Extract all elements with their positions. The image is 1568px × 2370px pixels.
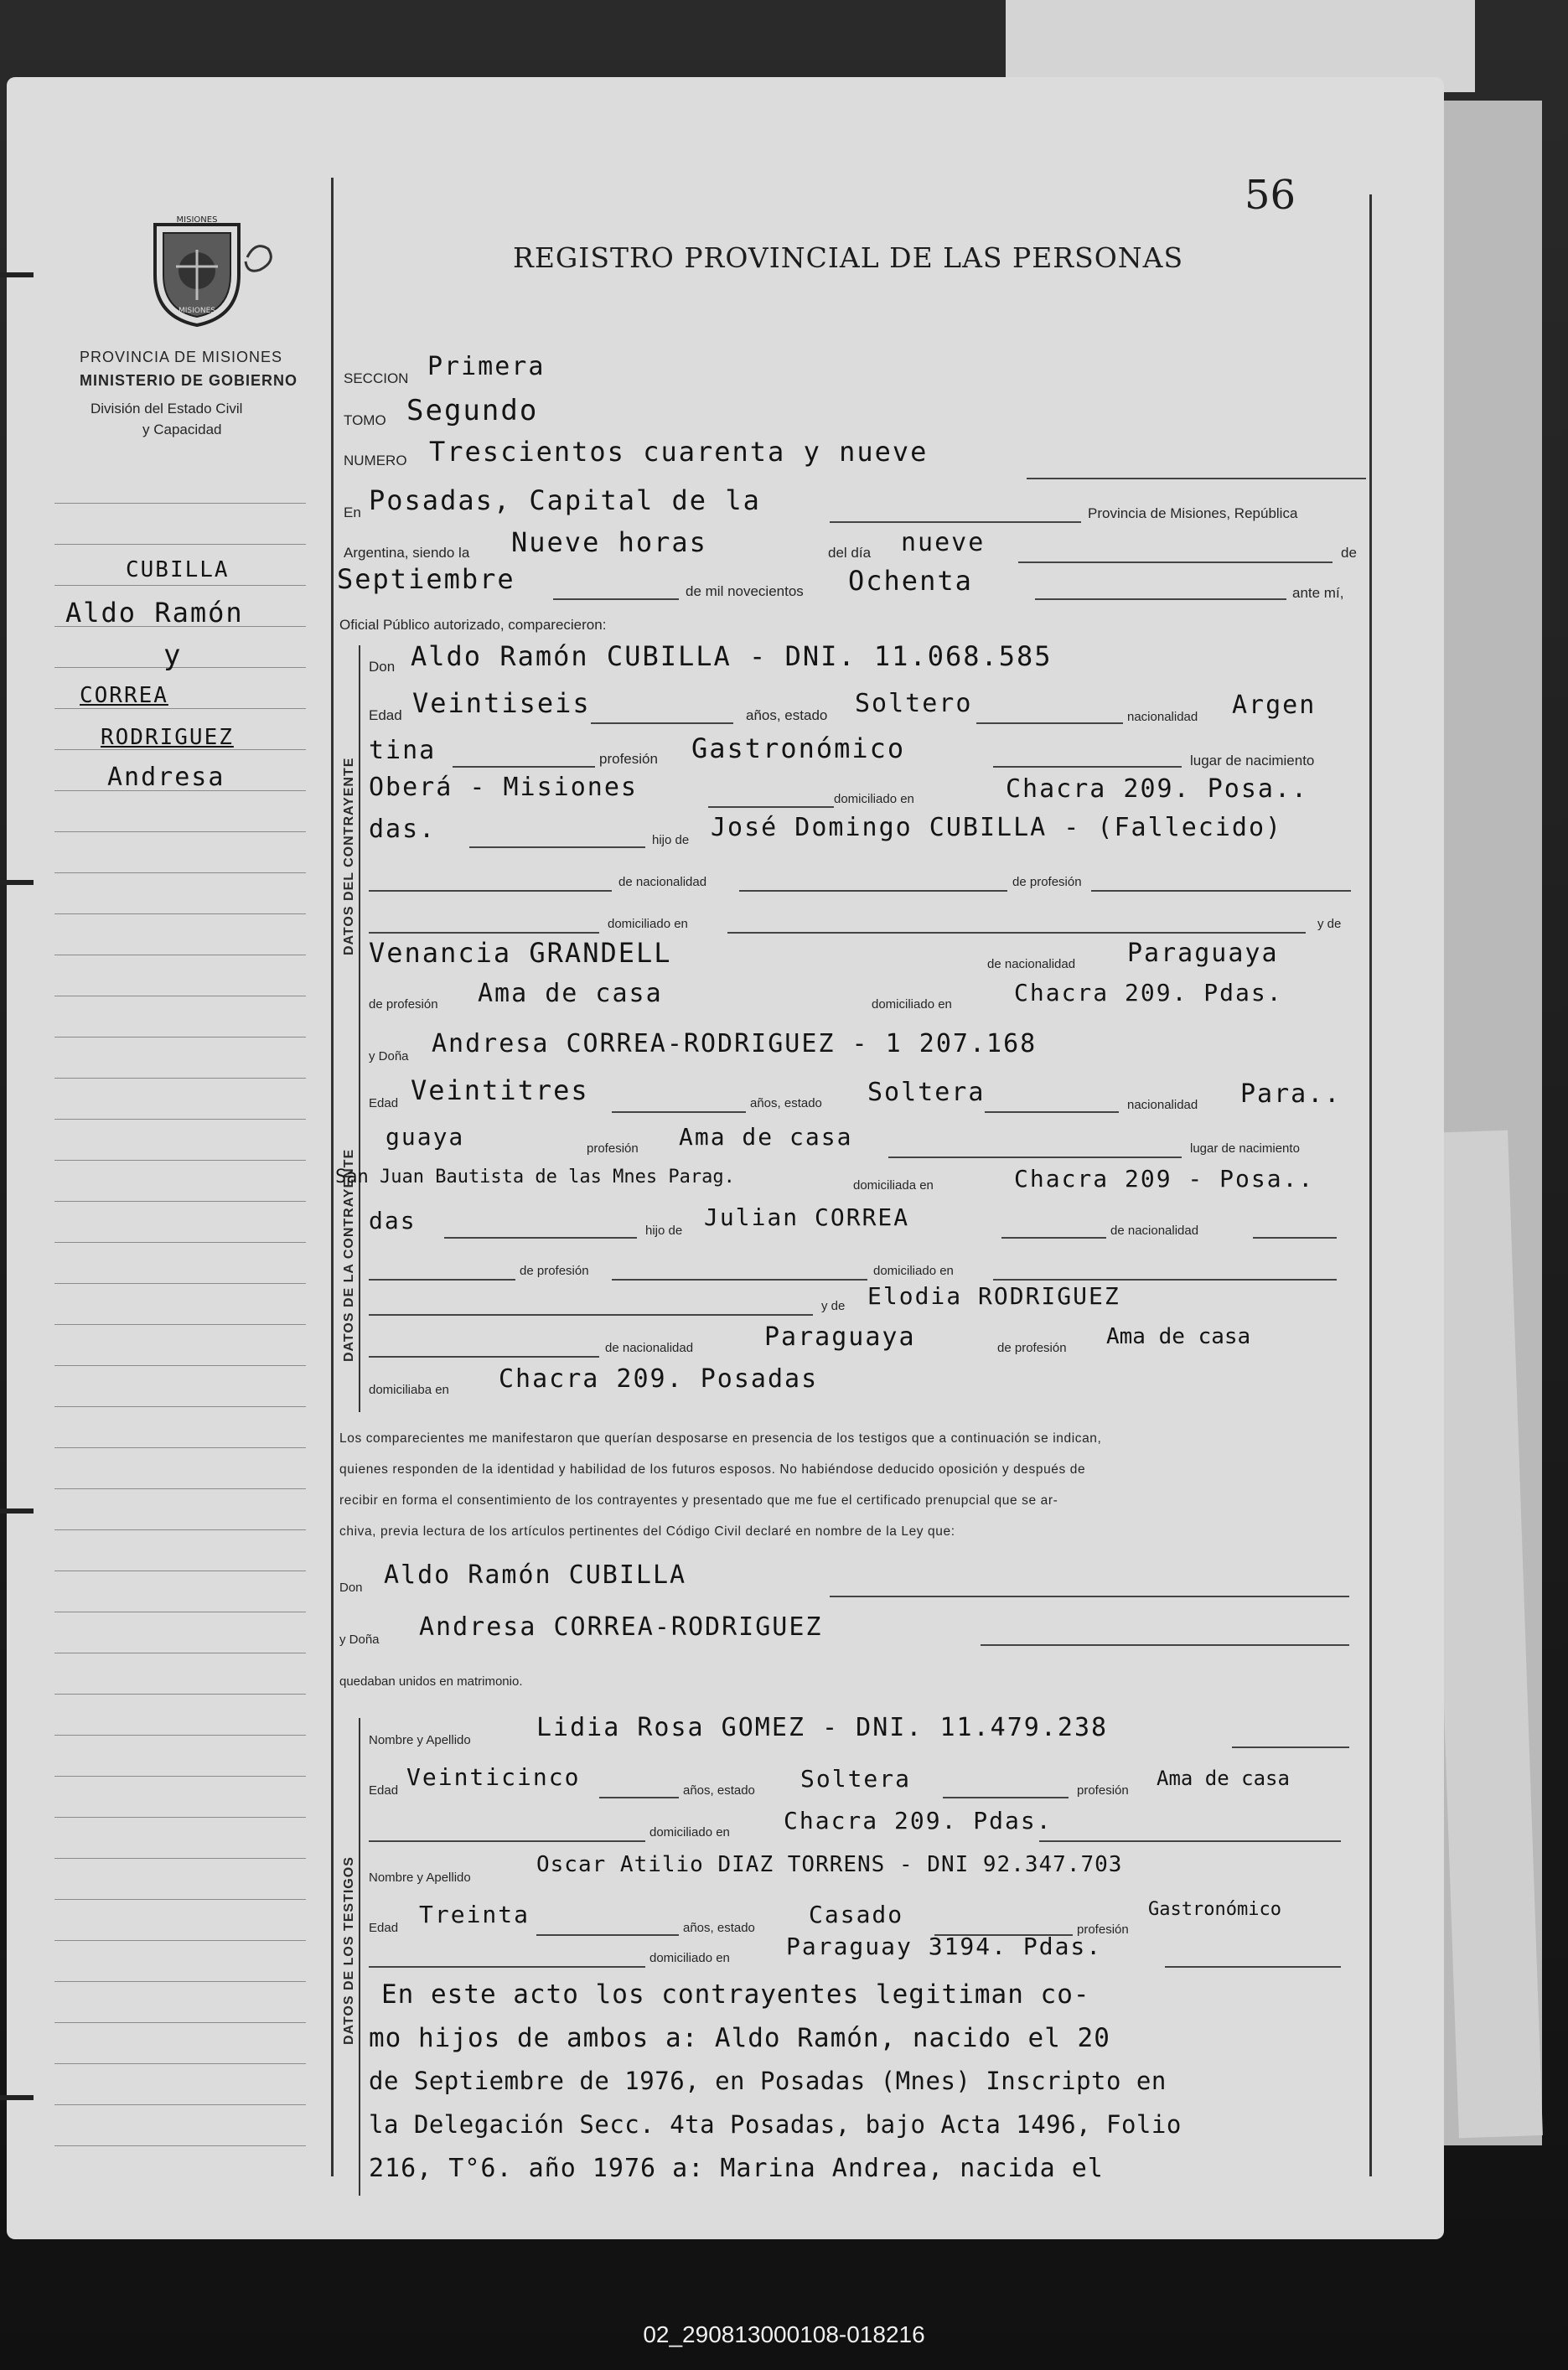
label-de-mil: de mil novecientos <box>686 583 804 599</box>
ruling-line <box>54 1940 306 1941</box>
label-lugar-nacimiento-2: lugar de nacimiento <box>1190 1141 1300 1156</box>
fill-line <box>888 1157 1182 1158</box>
value-seccion: Primera <box>427 352 546 381</box>
binding-mark <box>0 880 34 885</box>
fill-line <box>985 1111 1119 1113</box>
witness1-address: Chacra 209. Pdas. <box>784 1807 1053 1834</box>
fill-line <box>369 1966 645 1968</box>
label-tomo: TOMO <box>344 412 386 428</box>
groom-nationality-1: Argen <box>1232 691 1317 720</box>
groom-age: Veintiseis <box>412 687 591 719</box>
ruling-line <box>54 913 306 914</box>
label-edad-2: Edad <box>369 1096 399 1110</box>
fill-line <box>1018 561 1333 563</box>
ruling-line <box>54 1242 306 1243</box>
label-domiciliado-5: domiciliado en <box>649 1825 730 1840</box>
bride-status: Soltera <box>867 1078 986 1107</box>
fill-line <box>453 766 595 768</box>
page-number: 56 <box>1245 172 1296 219</box>
seal-bottom-text: MISIONES <box>178 307 216 315</box>
ruling-line <box>54 585 306 586</box>
witness1-profession: Ama de casa <box>1157 1767 1290 1790</box>
value-dia: nueve <box>901 528 986 557</box>
fill-line <box>1027 478 1366 479</box>
label-de-nacionalidad: de nacionalidad <box>618 875 707 889</box>
label-don: Don <box>369 659 396 675</box>
fill-line <box>943 1797 1069 1798</box>
fill-line <box>369 1314 813 1316</box>
label-estado-4: años, estado <box>683 1921 755 1935</box>
groom-profession: Gastronómico <box>691 732 906 764</box>
label-don-2: Don <box>339 1581 363 1595</box>
bride-age: Veintitres <box>411 1074 589 1106</box>
groom-father: José Domingo CUBILLA - (Fallecido) <box>711 813 1283 842</box>
ruling-line <box>54 1119 306 1120</box>
label-de-profesion: de profesión <box>1012 875 1082 889</box>
label-de-nacionalidad-4: de nacionalidad <box>605 1341 694 1355</box>
page-title: REGISTRO PROVINCIAL DE LAS PERSONAS <box>513 241 1184 274</box>
witness1-status: Soltera <box>800 1765 912 1793</box>
ministry-line-4: y Capacidad <box>142 422 222 437</box>
value-hora: Nueve horas <box>511 526 707 558</box>
ruling-line <box>54 544 306 545</box>
groom-mother-nationality: Paraguaya <box>1127 939 1279 968</box>
label-profesion-3: profesión <box>1077 1783 1129 1798</box>
fill-line <box>553 598 679 600</box>
label-edad: Edad <box>369 707 402 723</box>
binding-mark <box>0 2095 34 2100</box>
ruling-line <box>54 1324 306 1325</box>
ruling-line <box>54 1201 306 1202</box>
label-y-dona-2: y Doña <box>339 1633 380 1647</box>
fill-line <box>1253 1237 1337 1239</box>
bride-address: Chacra 209 - Posa.. <box>1014 1165 1315 1193</box>
label-de-1: de <box>1341 545 1357 561</box>
label-nacionalidad: nacionalidad <box>1127 710 1198 724</box>
label-domiciliado: domiciliado en <box>834 792 914 806</box>
groom-mother: Venancia GRANDELL <box>369 937 672 969</box>
fill-line <box>369 1840 645 1842</box>
bride-address-2: das <box>369 1207 417 1234</box>
bride-nationality-2: guaya <box>386 1123 465 1151</box>
groom-birthplace: Oberá - Misiones <box>369 773 638 802</box>
note-line-4: la Delegación Secc. 4ta Posadas, bajo Acta 1496, Folio <box>369 2110 1182 2139</box>
witness2-address: Paraguay 3194. Pdas. <box>786 1933 1103 1960</box>
margin-note-surname-3: RODRIGUEZ <box>101 725 234 750</box>
value-numero: Trescientos cuarenta y nueve <box>429 436 929 468</box>
label-nombre-apellido: Nombre y Apellido <box>369 1733 471 1747</box>
label-y-de-2: y de <box>821 1299 846 1313</box>
label-profesion-2: profesión <box>587 1141 639 1156</box>
ruling-line <box>54 1406 306 1407</box>
ruling-line <box>54 2063 306 2064</box>
fill-line <box>830 1596 1349 1597</box>
ruling-line <box>54 831 306 832</box>
margin-rule <box>331 178 334 2176</box>
value-mes: Septiembre <box>337 563 515 595</box>
label-hijo-de-2: hijo de <box>645 1224 683 1238</box>
fill-line <box>1001 1237 1106 1239</box>
label-oficial: Oficial Público autorizado, comparecieron: <box>339 617 607 633</box>
label-del-dia: del día <box>828 545 872 561</box>
stamp-curl-icon <box>239 236 281 278</box>
groom-address: Chacra 209. Posa.. <box>1006 774 1309 804</box>
seal-top-text: MISIONES <box>176 215 218 225</box>
label-lugar-nacimiento: lugar de nacimiento <box>1190 753 1315 768</box>
label-witnesses-section: DATOS DE LOS TESTIGOS <box>342 1856 356 2045</box>
ruling-line <box>54 503 306 504</box>
bride-profession: Ama de casa <box>679 1123 853 1151</box>
ruling-line <box>54 872 306 873</box>
label-de-profesion-4: de profesión <box>997 1341 1067 1355</box>
ruling-line <box>54 1694 306 1695</box>
margin-note-name: Aldo Ramón <box>65 597 244 629</box>
label-hijo-de: hijo de <box>652 833 690 847</box>
label-profesion: profesión <box>599 751 658 767</box>
ruling-line <box>54 2022 306 2023</box>
fill-line <box>993 766 1182 768</box>
label-bride-section: DATOS DE LA CONTRAYENTE <box>342 1148 356 1362</box>
provincial-seal-icon <box>138 208 256 329</box>
fill-line <box>993 1279 1337 1281</box>
ruling-line <box>54 1858 306 1859</box>
ruling-line <box>54 1160 306 1161</box>
bride-nationality-1: Para.. <box>1240 1079 1342 1109</box>
section-rule-witnesses <box>359 1718 360 2196</box>
label-de-nacionalidad-2: de nacionalidad <box>987 957 1076 971</box>
bride-father: Julian CORREA <box>704 1203 910 1231</box>
fill-line <box>599 1797 679 1798</box>
witness1-age: Veinticinco <box>406 1763 581 1791</box>
label-estado-3: años, estado <box>683 1783 755 1798</box>
value-anio: Ochenta <box>848 565 973 597</box>
ministry-line-2: MINISTERIO DE GOBIERNO <box>80 372 298 389</box>
fill-line <box>727 932 1306 934</box>
label-nacionalidad-2: nacionalidad <box>1127 1098 1198 1112</box>
value-lugar: Posadas, Capital de la <box>369 484 761 516</box>
groom-nationality-2: tina <box>369 736 437 765</box>
label-y-dona: y Doña <box>369 1049 409 1063</box>
label-domiciliado-3: domiciliado en <box>872 997 952 1012</box>
groom-address-2: das. <box>369 815 437 844</box>
ruling-line <box>54 1817 306 1818</box>
bride-mother-profession: Ama de casa <box>1106 1324 1251 1349</box>
fill-line <box>1232 1746 1349 1748</box>
declaration-line-4: chiva, previa lectura de los artículos pertinentes del Código Civil declaré en nombre de la Ley que: <box>339 1524 955 1539</box>
declaration-line-3: recibir en forma el consentimiento de los contrayentes y presentado que me fue el certificado prenupcial que se ar- <box>339 1493 1058 1508</box>
note-line-3: de Septiembre de 1976, en Posadas (Mnes) Inscripto en <box>369 2067 1167 2095</box>
label-de-nacionalidad-3: de nacionalidad <box>1110 1224 1199 1238</box>
label-de-profesion-2: de profesión <box>369 997 438 1012</box>
label-edad-3: Edad <box>369 1783 399 1798</box>
right-rule <box>1369 194 1372 2176</box>
united-groom: Aldo Ramón CUBILLA <box>384 1560 687 1590</box>
label-quedaban: quedaban unidos en matrimonio. <box>339 1674 523 1689</box>
ruling-line <box>54 1776 306 1777</box>
label-de-profesion-3: de profesión <box>520 1264 589 1278</box>
label-estado-2: años, estado <box>750 1096 822 1110</box>
fill-line <box>369 932 599 934</box>
label-domiciliado-4: domiciliado en <box>873 1264 954 1278</box>
bride-mother: Elodia RODRIGUEZ <box>867 1282 1120 1310</box>
groom-name: Aldo Ramón CUBILLA - DNI. 11.068.585 <box>411 640 1053 672</box>
ruling-line <box>54 2104 306 2105</box>
note-line-2: mo hijos de ambos a: Aldo Ramón, nacido el 20 <box>369 2023 1110 2053</box>
fill-line <box>369 1279 515 1281</box>
label-domiciliada: domiciliada en <box>853 1178 934 1193</box>
margin-note-bride-name: Andresa <box>107 763 225 792</box>
witness2-name: Oscar Atilio DIAZ TORRENS - DNI 92.347.703 <box>536 1852 1123 1877</box>
label-groom-section: DATOS DEL CONTRAYENTE <box>342 757 356 955</box>
binding-mark <box>0 272 34 277</box>
label-domiciliado-2: domiciliado en <box>608 917 688 931</box>
ruling-line <box>54 1283 306 1284</box>
label-nombre-apellido-2: Nombre y Apellido <box>369 1871 471 1885</box>
section-rule-bride <box>359 1056 360 1412</box>
note-line-5: 216, T°6. año 1976 a: Marina Andrea, nacida el <box>369 2154 1104 2183</box>
witness2-age: Treinta <box>419 1901 530 1928</box>
fill-line <box>369 890 612 892</box>
ruling-line <box>54 1735 306 1736</box>
label-en: En <box>344 505 361 520</box>
united-bride: Andresa CORREA-RODRIGUEZ <box>419 1612 823 1642</box>
bride-mother-address: Chacra 209. Posadas <box>499 1364 819 1394</box>
fill-line <box>612 1279 867 1281</box>
fill-line <box>369 1356 599 1358</box>
label-profesion-4: profesión <box>1077 1922 1129 1937</box>
fill-line <box>739 890 1007 892</box>
label-numero: NUMERO <box>344 453 407 468</box>
witness1-name: Lidia Rosa GOMEZ - DNI. 11.479.238 <box>536 1713 1109 1742</box>
fill-line <box>981 1644 1349 1646</box>
fill-line <box>708 806 834 808</box>
image-identifier: 02_290813000108-018216 <box>643 2321 925 2347</box>
ministry-line-1: PROVINCIA DE MISIONES <box>80 349 283 365</box>
margin-note-and: y <box>163 639 183 672</box>
ruling-line <box>54 1078 306 1079</box>
ruling-line <box>54 708 306 709</box>
ruling-line <box>54 1447 306 1448</box>
groom-mother-address: Chacra 209. Pdas. <box>1014 979 1283 1006</box>
ruling-line <box>54 1488 306 1489</box>
fill-line <box>976 722 1123 724</box>
label-domiciliaba: domiciliaba en <box>369 1383 449 1397</box>
fill-line <box>1091 890 1351 892</box>
ruling-line <box>54 1899 306 1900</box>
fill-line <box>1165 1966 1341 1968</box>
fill-line <box>1035 598 1286 600</box>
label-y-de: y de <box>1317 917 1342 931</box>
binding-mark <box>0 1508 34 1514</box>
witness2-status: Casado <box>809 1901 904 1928</box>
declaration-line-1: Los comparecientes me manifestaron que querían desposarse en presencia de los testigos que a continuación se indican, <box>339 1431 1102 1446</box>
ruling-line <box>54 2145 306 2146</box>
fill-line <box>444 1237 637 1239</box>
fill-line <box>536 1934 679 1936</box>
margin-note-surname-2: CORREA <box>80 683 168 708</box>
bride-mother-nationality: Paraguaya <box>764 1322 916 1352</box>
bride-birthplace: San Juan Bautista de las Mnes Parag. <box>335 1167 735 1188</box>
groom-mother-profession: Ama de casa <box>478 979 663 1008</box>
label-seccion: SECCION <box>344 370 409 386</box>
label-estado: años, estado <box>746 707 828 723</box>
ruling-line <box>54 1981 306 1982</box>
groom-status: Soltero <box>855 689 973 718</box>
fill-line <box>1039 1840 1341 1842</box>
value-tomo: Segundo <box>406 394 539 427</box>
bride-name: Andresa CORREA-RODRIGUEZ - 1 207.168 <box>432 1029 1038 1058</box>
margin-note-surname: CUBILLA <box>126 557 230 582</box>
label-domiciliado-6: domiciliado en <box>649 1951 730 1965</box>
ministry-line-3: División del Estado Civil <box>91 401 243 417</box>
ruling-line <box>54 1529 306 1530</box>
fill-line <box>830 521 1081 523</box>
ruling-line <box>54 1037 306 1038</box>
fill-line <box>469 846 645 848</box>
witness2-profession: Gastronómico <box>1148 1899 1281 1920</box>
fill-line <box>612 1111 746 1113</box>
note-line-1: En este acto los contrayentes legitiman co- <box>381 1979 1090 2010</box>
label-provincia: Provincia de Misiones, República <box>1088 505 1298 521</box>
declaration-line-2: quienes responden de la identidad y habilidad de los futuros esposos. No habiéndose deducido oposición y después de <box>339 1462 1086 1477</box>
label-ante-mi: ante mí, <box>1292 585 1344 601</box>
fill-line <box>591 722 733 724</box>
label-argentina: Argentina, siendo la <box>344 545 470 561</box>
label-edad-4: Edad <box>369 1921 399 1935</box>
ruling-line <box>54 1365 306 1366</box>
